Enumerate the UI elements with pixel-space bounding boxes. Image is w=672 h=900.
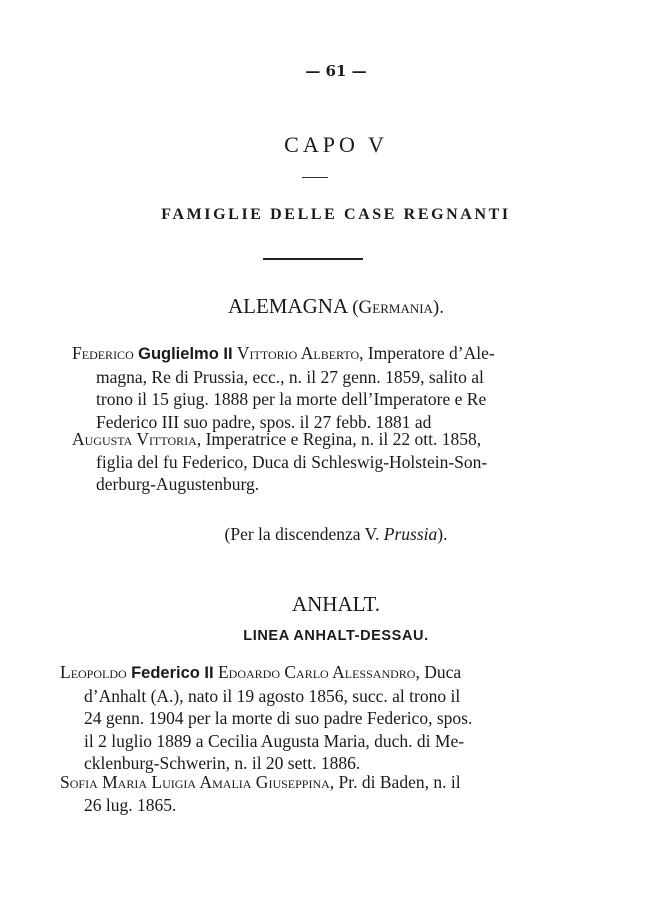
chapter-heading: CAPO V: [284, 132, 388, 157]
entry-text: Imperatrice e Regina, n. il 22 ott. 1858,: [205, 429, 482, 449]
note-suffix: ).: [437, 524, 448, 544]
descendancy-note: [0, 524, 672, 545]
entry-line: cklenburg-Schwerin, n. il 20 sett. 1886.: [84, 753, 361, 774]
entry-leopoldo-federico: [60, 661, 560, 775]
entry-line: 26 lug. 1865.: [84, 794, 177, 815]
entry-text: Imperatore d’Ale-: [367, 343, 495, 363]
country-heading-alemagna: [0, 294, 672, 319]
entry-name-rest: Vittorio Alberto,: [236, 343, 364, 363]
entry-sofia-maria: [60, 771, 560, 816]
entry-line: d’Anhalt (A.), nato il 19 agosto 1856, succ. al trono il: [84, 685, 461, 706]
entry-name-prefix: Federico: [72, 343, 134, 363]
page-number: — 61 —: [305, 62, 367, 80]
entry-text: Pr. di Baden, n. il: [338, 772, 461, 792]
chapter-separator: [302, 177, 328, 178]
entry-name: Sofia Maria Luigia Amalia Giuseppina,: [60, 772, 335, 792]
entry-name-rest: Edoardo Carlo Alessandro,: [217, 662, 420, 682]
entry-line: derburg-Augustenburg.: [96, 474, 260, 495]
entry-name-bold: Guglielmo II: [138, 345, 233, 363]
entry-federico-guglielmo: [72, 342, 558, 433]
entry-line: il 2 luglio 1889 a Cecilia Augusta Maria, duch. di Me-: [84, 730, 465, 751]
note-prefix: (Per la discendenza V.: [224, 524, 380, 544]
entry-line: magna, Re di Prussia, ecc., n. il 27 genn. 1859, salito al: [96, 366, 484, 387]
entry-text: Duca: [424, 662, 462, 682]
section-title: FAMIGLIE DELLE CASE REGNANTI: [161, 206, 511, 223]
entry-name-bold: Federico II: [131, 664, 214, 682]
section-divider: [263, 258, 363, 260]
entry-name-prefix: Leopoldo: [60, 662, 127, 682]
note-italic: Prussia: [383, 524, 438, 544]
country-alt-name: (Germania).: [352, 297, 445, 318]
line-heading: LINEA ANHALT-DESSAU.: [243, 628, 429, 644]
country-name: ALEMAGNA: [227, 294, 347, 318]
country-heading-anhalt: ANHALT.: [291, 592, 381, 616]
entry-name: Augusta Vittoria,: [72, 429, 202, 449]
entry-augusta-vittoria: [72, 428, 558, 496]
entry-line: trono il 15 giug. 1888 per la morte dell’Imperatore e Re: [96, 389, 487, 410]
entry-line: figlia del fu Federico, Duca di Schleswig-Holstein-Son-: [96, 451, 488, 472]
entry-line: Federico III suo padre, spos. il 27 febb. 1881 ad: [96, 411, 432, 432]
entry-line: 24 genn. 1904 per la morte di suo padre Federico, spos.: [84, 708, 473, 729]
